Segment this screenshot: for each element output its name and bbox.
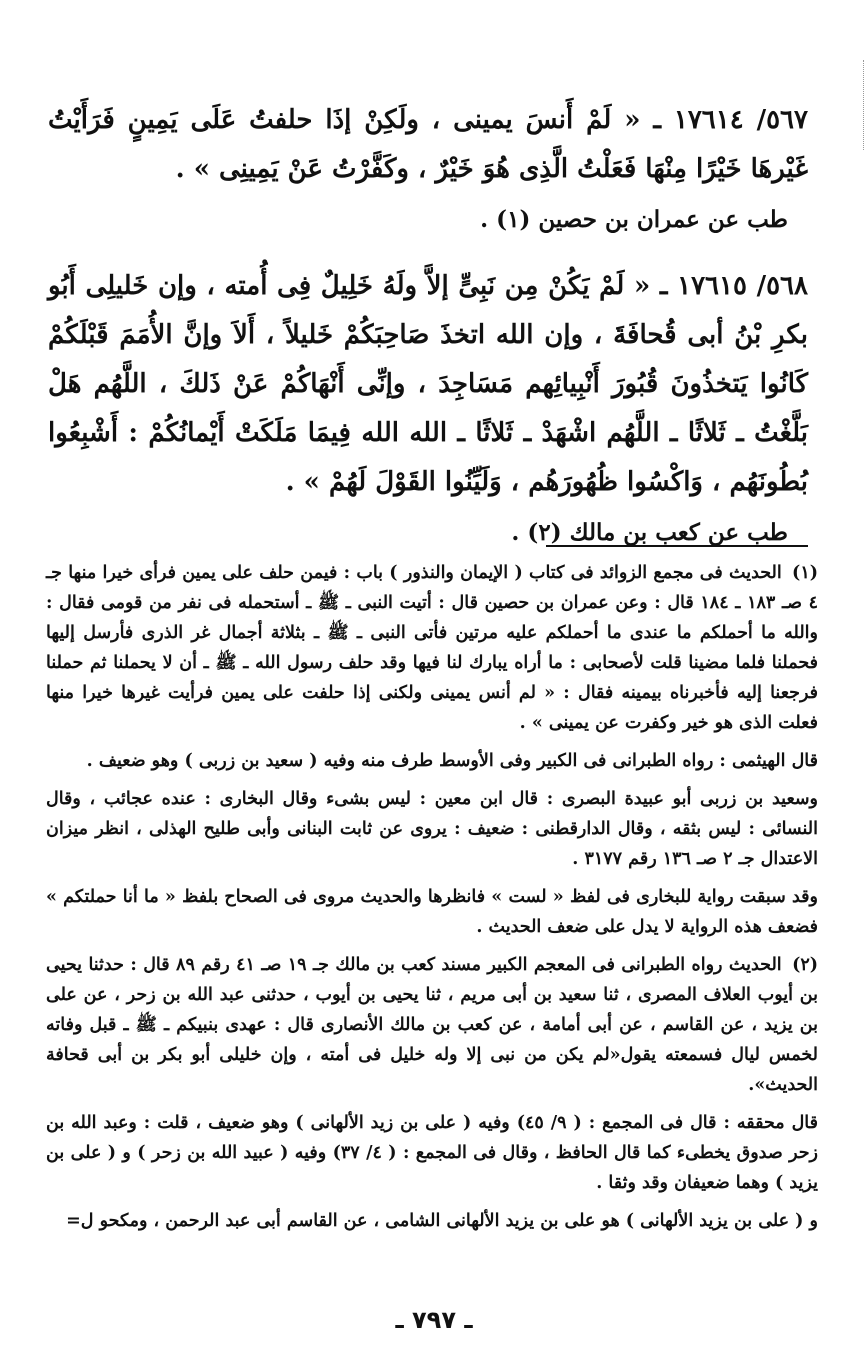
hadith-number: ٥٦٨/ ١٧٦١٥ <box>677 271 808 301</box>
main-text <box>48 96 808 559</box>
footnote-marker: (١) <box>792 563 818 583</box>
margin-mark <box>860 60 864 150</box>
footnote-paragraph: قال الهيثمى : رواه الطبرانى فى الكبير وفى الأوسط طرف منه وفيه ( سعيد بن زربى ) وهو ضعيف . <box>86 751 818 771</box>
footnote-paragraph: وسعيد بن زربى أبو عبيدة البصرى : قال ابن معين : ليس بشىء وقال البخارى : عنده عجائب ، وقال النسائى : ليس بثقه ، وقال الدارقطنى : ضعيف : يروى عن ثابت البنانى وأبى طليح الهذلى ، انظر ميزان الاعتدال جـ ٢ صـ ١٣٦ رقم ٣١٧٧ . <box>46 789 818 869</box>
footnote-paragraph: الحديث رواه الطبرانى فى المعجم الكبير مسند كعب بن مالك جـ ١٩ صـ ٤١ رقم ٨٩ قال : حدثنا يحيى بن أيوب العلاف المصرى ، ثنا سعيد بن أبى مريم ، ثنا يحيى بن أيوب ، حدثنى عبد الله بن زحر ، عن على بن يزيد ، عن القاسم ، عن أبى أمامة ، عن كعب بن مالك الأنصارى قال : عهدى بنبيكم ـ ﷺ ـ قبل وفاته لخمس ليال فسمعته يقول«لم يكن من نبى إلا وله خليل فى أمته ، وإن خليلى أبو بكر بن أبى قحافة الحديث». <box>46 955 818 1095</box>
hadith-number: ٥٦٧/ ١٧٦١٤ <box>673 105 808 135</box>
hadith-text: ـ « لَمْ أَنسَ يمينى ، ولَكِنْ إذَا حلفتُ عَلَى يَمِينٍ فَرَأَيْتُ غَيْرهَا خَيْرًا مِنْهَا فَعَلْتُ الَّذِى هُوَ خَيْرٌ ، وكَفَّرْتُ عَنْ يَمِينِى » . <box>48 105 808 184</box>
footnote-paragraph: و ( على بن يزيد الألهانى ) هو على بن يزيد الألهانى الشامى ، عن القاسم أبى عبد الرحمن ، ومكحو ل= <box>66 1211 818 1231</box>
hadith-568 <box>48 262 808 507</box>
footnote-paragraph: وقد سبقت رواية للبخارى فى لفظ « لست » فانظرها والحديث مروى فى الصحاح بلفظ « ما أنا حملتكم » فضعف هذه الرواية لا يدل على ضعف الحديث . <box>46 887 818 937</box>
footnote-paragraph: الحديث فى مجمع الزوائد فى كتاب ( الإيمان والنذور ) باب : فيمن حلف على يمين فرأى خيرا منها جـ ٤ صـ ١٨٣ ـ ١٨٤ قال : وعن عمران بن حصين قال : أتيت النبى ـ ﷺ ـ أستحمله فى نفر من قومى فقال : والله ما أحملكم ما عندى ما أحملكم عليه مرتين فأتى النبى ـ ﷺ ـ بثلاثة أجمال غر الذرى فأرسل إليها فحملنا فلما مضينا قلت لأصحابى : ما أراه يبارك لنا فيها وقد حلف رسول الله ـ ﷺ ـ أن لا يحملنا ثم حملنا فرجعنا إليه فأخبرناه بيمينه فقال : « لم أنس يمينى ولكنى إذا حلفت على يمين فرأيت غيرها خيرا منها فعلت الذى هو خير وكفرت عن يمينى » . <box>46 563 819 733</box>
footnote-separator <box>546 545 808 547</box>
hadith-source: طب عن كعب بن مالك (٢) . <box>511 519 788 546</box>
hadith-text: ـ « لَمْ يَكُنْ مِن نَبِىٍّ إلاَّ ولَهُ خَلِيلٌ فِى أُمته ، وإن خَليلِى أَبُو بكرِ بْنُ أبى قُحافَةَ ، وإن الله اتخذَ صَاحِبَكُمْ خَليلاً ، أَلاَ وإنَّ الأُمَمَ قَبْلَكُمْ كَانُوا يَتخذُونَ قُبُورَ أَنْبِيائِهم مَسَاجِدَ ، وإنِّى أَنْهَاكُمْ عَنْ ذَلكَ ، اللَّهُم هَلْ بَلَّغْتُ ـ ثَلاثًا ـ اللَّهُم اشْهَدْ ـ ثَلاثًا ـ الله الله فِيمَا مَلَكَتْ أَيْمانُكُمْ : أَشْبِعُوا بُطُونَهُم ، وَاكْسُوا ظُهُورَهُم ، وَلَيِّنُوا القَوْلَ لَهُمْ » . <box>48 271 808 497</box>
footnote-2 <box>46 950 818 1100</box>
hadith-567 <box>48 96 808 194</box>
page-number: ـ ٧٩٧ ـ <box>395 1306 473 1334</box>
footnote-1 <box>46 558 818 738</box>
hadith-source: طب عن عمران بن حصين (١) . <box>480 206 788 233</box>
footnote-paragraph: قال محققه : قال فى المجمع : ( ٩/ ٤٥) وفيه ( على بن زيد الألهانى ) وهو ضعيف ، قلت : وعبد الله بن زحر صدوق يخطىء كما قال الحافظ ، وقال فى المجمع : ( ٤/ ٣٧) وفيه ( عبيد الله بن زحر ) و ( على بن يزيد ) وهما ضعيفان وقد وثقا . <box>46 1113 819 1193</box>
footnotes <box>46 558 818 1244</box>
footnote-marker: (٢) <box>792 955 819 975</box>
